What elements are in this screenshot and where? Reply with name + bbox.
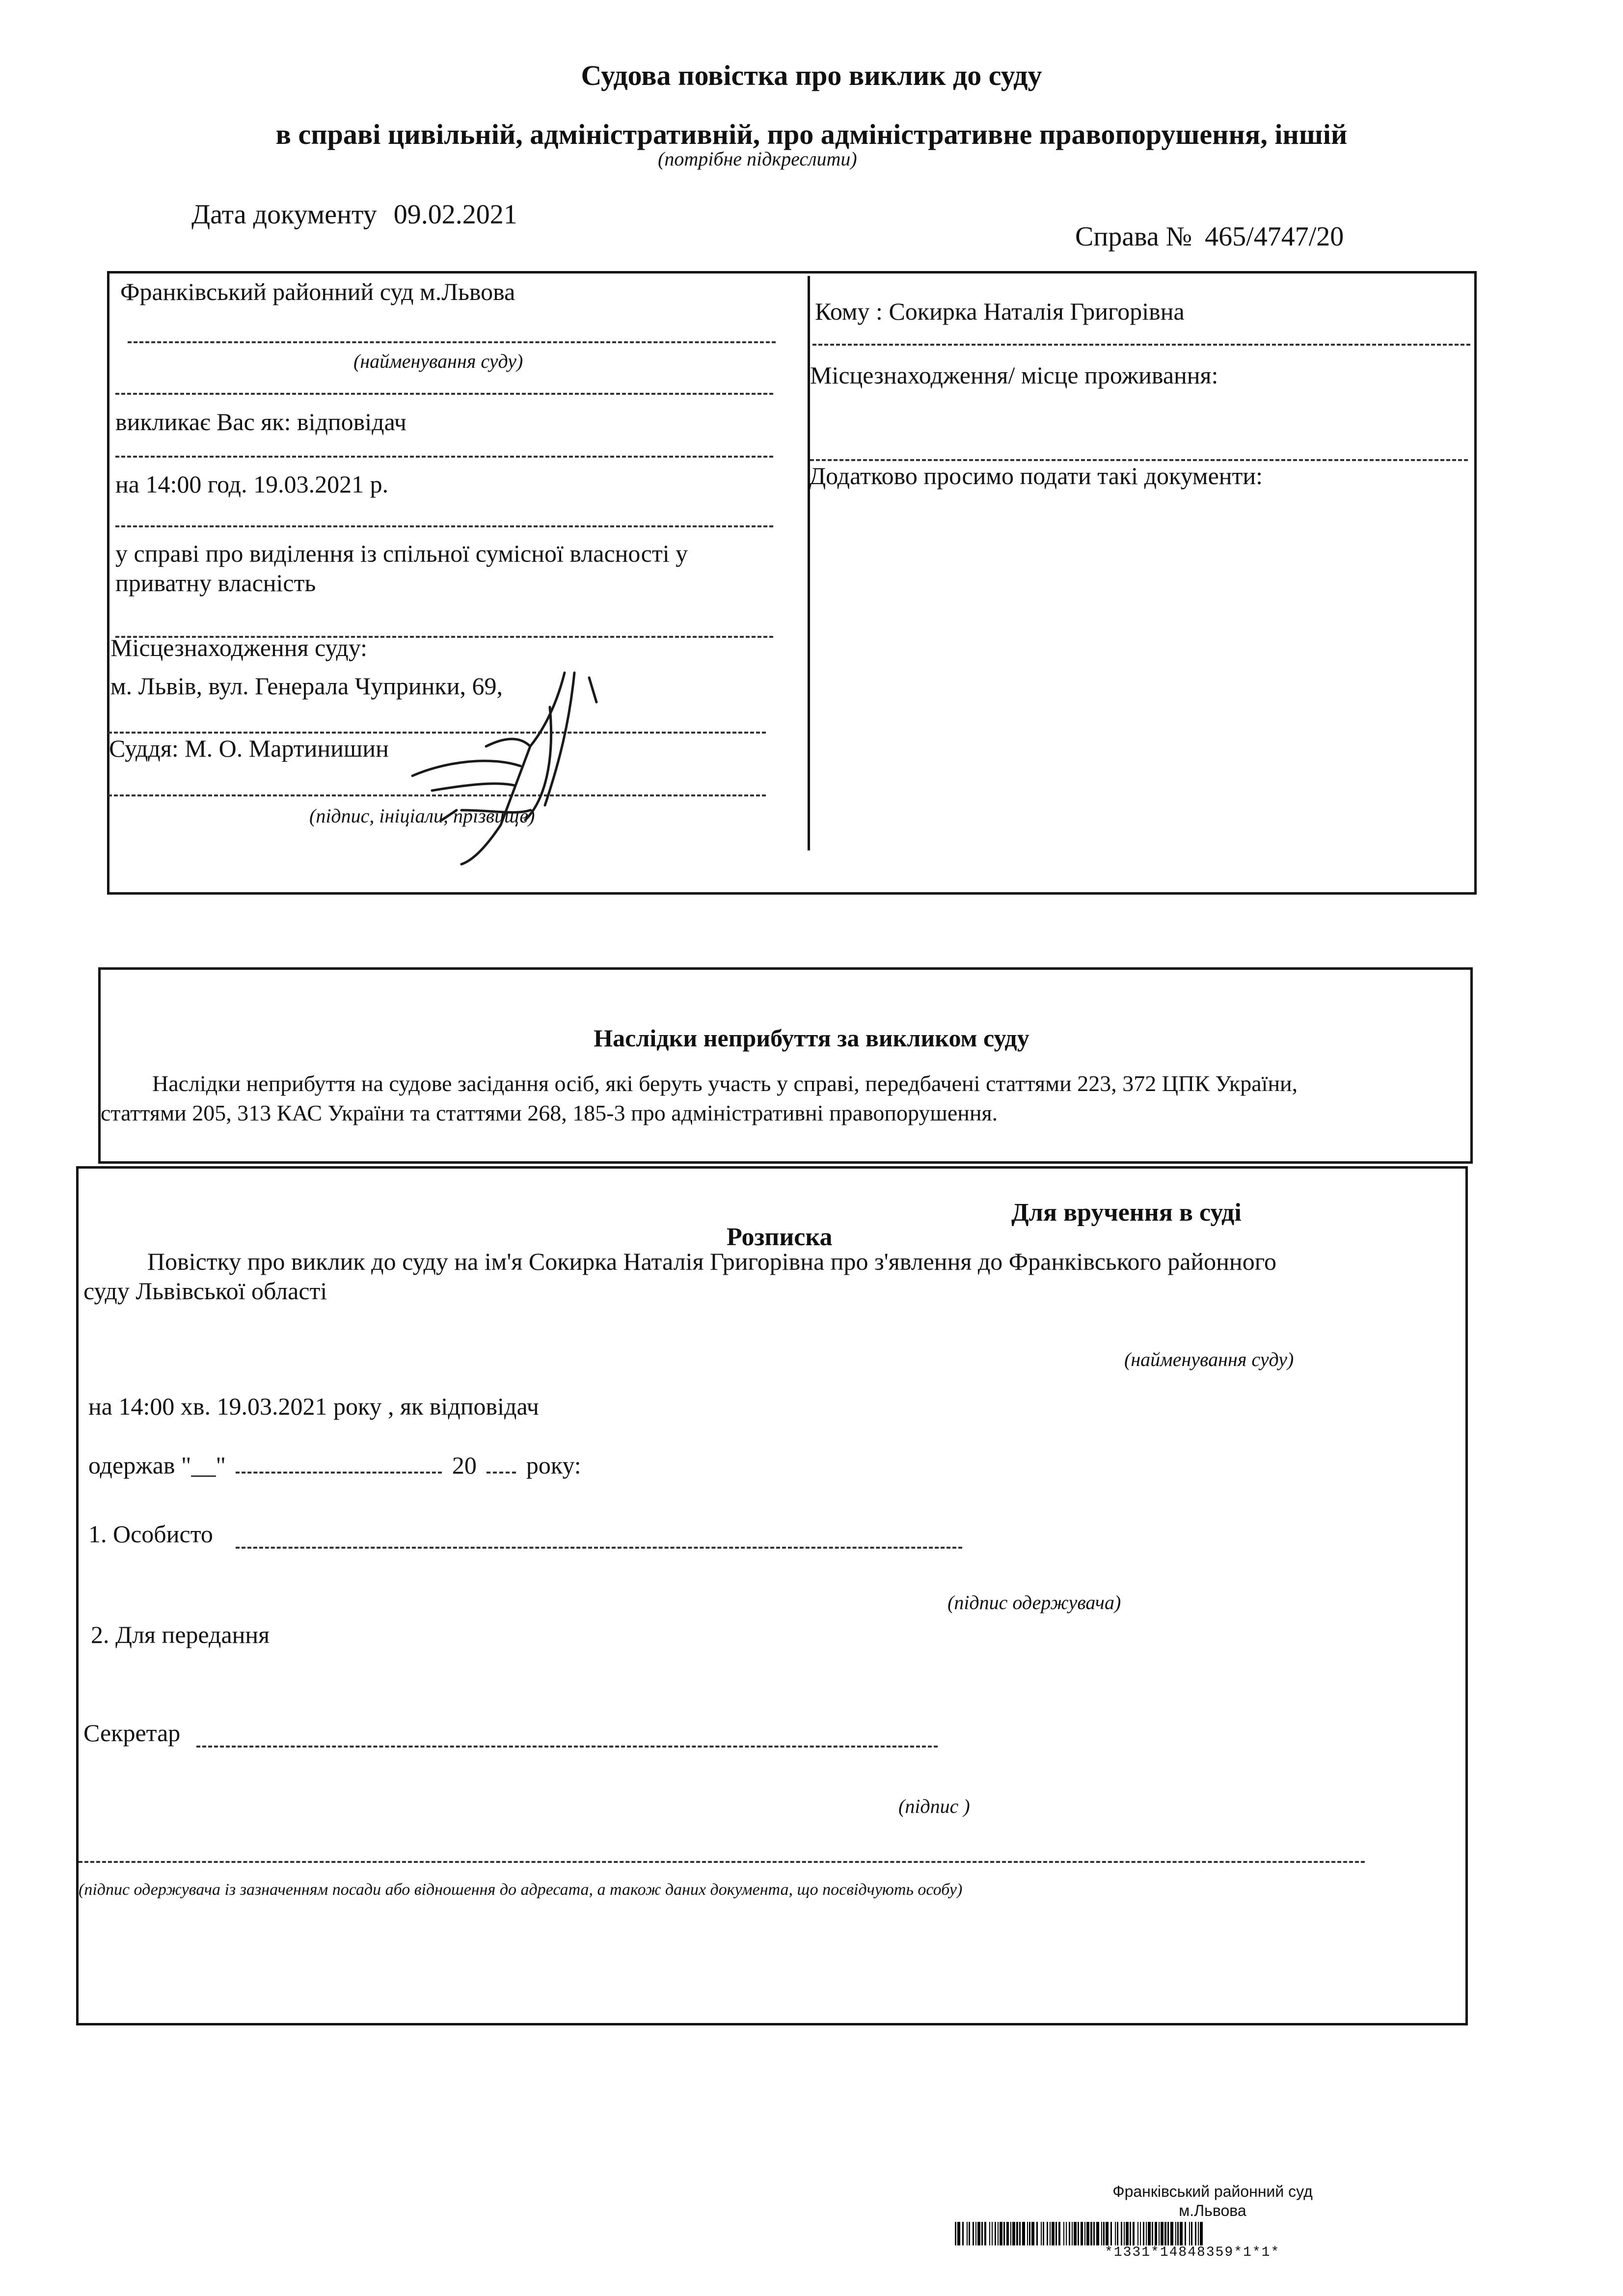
divider	[115, 456, 773, 458]
secretary-note: (підпис )	[898, 1795, 970, 1817]
divider	[812, 344, 1470, 346]
document-date	[191, 199, 517, 230]
divider	[128, 341, 776, 343]
case-number-value: 465/4747/20	[1205, 221, 1344, 252]
consequences-box	[98, 967, 1473, 1164]
consequences-text-line-1: Наслідки неприбуття на судове засідання осіб, які беруть участь у справі, передбачені статтями 223, 372 ЦПК України,	[152, 1071, 1298, 1096]
court-name: Франківський районний суд м.Львова	[120, 278, 515, 305]
received-date-blank	[236, 1472, 442, 1474]
case-subject-line-1: у справі про виділення із спільної сумісної власності у	[115, 540, 688, 567]
judge-note: (підпис, ініціали, прізвище)	[309, 805, 535, 827]
title-line-1: Судова повістка про виклик до суду	[581, 59, 1042, 91]
receipt-line-1: Повістку про виклик до суду на ім'я Сокирка Наталія Григорівна про з'явлення до Франківського районного	[147, 1248, 1276, 1275]
item-personally-note: (підпис одержувача)	[947, 1591, 1121, 1613]
court-delivery-label: Для вручення в суді	[1011, 1199, 1242, 1227]
case-number-label: Справа №	[1075, 221, 1192, 252]
court-location-value: м. Львів, вул. Генерала Чупринки, 69,	[110, 672, 503, 700]
receipt-court-note: (найменування суду)	[1124, 1348, 1294, 1370]
court-location-label: Місцезнаходження суду:	[110, 634, 368, 661]
divider	[810, 459, 1468, 461]
received-suffix: року:	[526, 1451, 581, 1479]
divider	[115, 393, 773, 395]
barcode	[955, 2222, 1456, 2245]
recipient-location-label: Місцезнаходження/ місце проживання:	[810, 361, 1218, 389]
received-year: 20	[452, 1451, 477, 1479]
document-date-value: 09.02.2021	[393, 199, 517, 230]
receipt-title: Розписка	[727, 1223, 833, 1251]
footer-court-name: Франківський районний суд	[1112, 2183, 1313, 2200]
signature-blank	[236, 1547, 962, 1549]
receipt-line-2: суду Львівської області	[83, 1277, 327, 1305]
hearing-time: на 14:00 год. 19.03.2021 р.	[115, 470, 389, 498]
case-number	[1075, 221, 1344, 252]
consequences-title: Наслідки неприбуття за викликом суду	[594, 1024, 1029, 1052]
divider	[115, 525, 773, 527]
recipient-signature-blank	[79, 1861, 1365, 1863]
item-for-transfer: 2. Для передання	[91, 1621, 270, 1648]
title-line-2: в справі цивільній, адміністративній, про адміністративне правопорушення, іншій	[275, 118, 1348, 150]
received-year-blank	[487, 1472, 516, 1474]
secretary-label: Секретар	[83, 1719, 181, 1747]
received-date-line	[88, 1451, 581, 1479]
title-note: (потрібне підкреслити)	[658, 148, 857, 170]
barcode-text: *1331*14848359*1*1*	[1105, 2245, 1280, 2260]
documents-label: Додатково просимо подати такі документи:	[809, 462, 1263, 490]
receipt-hearing-time: на 14:00 хв. 19.03.2021 року , як відповідач	[88, 1393, 539, 1420]
court-name-note: (найменування суду)	[353, 350, 523, 372]
consequences-text-line-2: статтями 205, 313 КАС України та статтями 268, 185-3 про адміністративні правопорушення.	[101, 1100, 998, 1125]
document-date-label: Дата документу	[191, 199, 377, 230]
item-personally: 1. Особисто	[88, 1520, 213, 1548]
case-subject-line-2: приватну власність	[115, 569, 316, 597]
secretary-blank	[196, 1746, 938, 1748]
judge-signature	[403, 663, 628, 869]
recipient-signature-note: (підпис одержувача із зазначенням посади або відношення до адресата, а також даних документа, що посвідчують особу)	[79, 1881, 963, 1899]
recipient: Кому : Сокирка Наталія Григорівна	[815, 298, 1185, 325]
received-prefix: одержав "__"	[88, 1451, 226, 1479]
summons-role: викликає Вас як: відповідач	[115, 408, 406, 436]
judge-name: Суддя: М. О. Мартинишин	[109, 735, 389, 762]
footer-court-city: м.Львова	[1179, 2202, 1246, 2219]
